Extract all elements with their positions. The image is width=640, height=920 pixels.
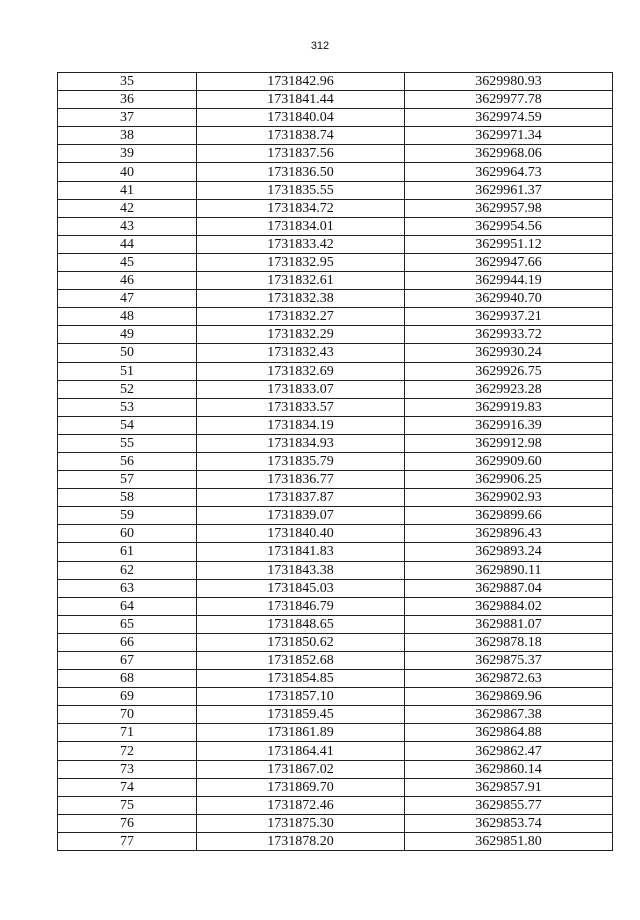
x-coordinate-cell: 1731833.57	[197, 398, 405, 416]
table-row	[58, 217, 613, 235]
table-row	[58, 670, 613, 688]
table-row	[58, 615, 613, 633]
table-row	[58, 91, 613, 109]
x-coordinate-cell: 1731832.29	[197, 326, 405, 344]
table-row	[58, 452, 613, 470]
y-coordinate-cell: 3629887.04	[405, 579, 613, 597]
y-coordinate-cell: 3629857.91	[405, 778, 613, 796]
point-number-cell: 48	[58, 308, 197, 326]
point-number-cell: 68	[58, 670, 197, 688]
point-number-cell: 54	[58, 416, 197, 434]
x-coordinate-cell: 1731864.41	[197, 742, 405, 760]
y-coordinate-cell: 3629896.43	[405, 525, 613, 543]
point-number-cell: 38	[58, 127, 197, 145]
point-number-cell: 63	[58, 579, 197, 597]
x-coordinate-cell: 1731872.46	[197, 796, 405, 814]
y-coordinate-cell: 3629977.78	[405, 91, 613, 109]
table-row	[58, 760, 613, 778]
y-coordinate-cell: 3629916.39	[405, 416, 613, 434]
point-number-cell: 60	[58, 525, 197, 543]
y-coordinate-cell: 3629971.34	[405, 127, 613, 145]
table-row	[58, 272, 613, 290]
x-coordinate-cell: 1731842.96	[197, 73, 405, 91]
x-coordinate-cell: 1731854.85	[197, 670, 405, 688]
table-row	[58, 416, 613, 434]
y-coordinate-cell: 3629853.74	[405, 814, 613, 832]
table-row	[58, 742, 613, 760]
point-number-cell: 62	[58, 561, 197, 579]
table-row	[58, 163, 613, 181]
x-coordinate-cell: 1731838.74	[197, 127, 405, 145]
point-number-cell: 59	[58, 507, 197, 525]
point-number-cell: 69	[58, 688, 197, 706]
table-row	[58, 73, 613, 91]
point-number-cell: 47	[58, 290, 197, 308]
y-coordinate-cell: 3629909.60	[405, 452, 613, 470]
point-number-cell: 43	[58, 217, 197, 235]
y-coordinate-cell: 3629878.18	[405, 633, 613, 651]
x-coordinate-cell: 1731841.44	[197, 91, 405, 109]
y-coordinate-cell: 3629872.63	[405, 670, 613, 688]
point-number-cell: 76	[58, 814, 197, 832]
table-row	[58, 471, 613, 489]
point-number-cell: 64	[58, 597, 197, 615]
point-number-cell: 46	[58, 272, 197, 290]
point-number-cell: 72	[58, 742, 197, 760]
y-coordinate-cell: 3629855.77	[405, 796, 613, 814]
y-coordinate-cell: 3629860.14	[405, 760, 613, 778]
table-row	[58, 814, 613, 832]
x-coordinate-cell: 1731859.45	[197, 706, 405, 724]
y-coordinate-cell: 3629890.11	[405, 561, 613, 579]
coordinates-table-body	[58, 73, 613, 851]
y-coordinate-cell: 3629862.47	[405, 742, 613, 760]
table-row	[58, 507, 613, 525]
table-row	[58, 398, 613, 416]
x-coordinate-cell: 1731843.38	[197, 561, 405, 579]
x-coordinate-cell: 1731841.83	[197, 543, 405, 561]
y-coordinate-cell: 3629974.59	[405, 109, 613, 127]
point-number-cell: 74	[58, 778, 197, 796]
table-row	[58, 308, 613, 326]
table-row	[58, 326, 613, 344]
y-coordinate-cell: 3629884.02	[405, 597, 613, 615]
x-coordinate-cell: 1731837.56	[197, 145, 405, 163]
y-coordinate-cell: 3629875.37	[405, 652, 613, 670]
point-number-cell: 57	[58, 471, 197, 489]
table-row	[58, 579, 613, 597]
point-number-cell: 35	[58, 73, 197, 91]
point-number-cell: 41	[58, 181, 197, 199]
table-row	[58, 181, 613, 199]
x-coordinate-cell: 1731832.69	[197, 362, 405, 380]
y-coordinate-cell: 3629881.07	[405, 615, 613, 633]
y-coordinate-cell: 3629902.93	[405, 489, 613, 507]
x-coordinate-cell: 1731837.87	[197, 489, 405, 507]
x-coordinate-cell: 1731832.27	[197, 308, 405, 326]
table-row	[58, 489, 613, 507]
y-coordinate-cell: 3629964.73	[405, 163, 613, 181]
point-number-cell: 36	[58, 91, 197, 109]
x-coordinate-cell: 1731836.77	[197, 471, 405, 489]
point-number-cell: 39	[58, 145, 197, 163]
x-coordinate-cell: 1731840.04	[197, 109, 405, 127]
table-row	[58, 290, 613, 308]
x-coordinate-cell: 1731840.40	[197, 525, 405, 543]
x-coordinate-cell: 1731832.43	[197, 344, 405, 362]
table-row	[58, 724, 613, 742]
y-coordinate-cell: 3629947.66	[405, 253, 613, 271]
y-coordinate-cell: 3629893.24	[405, 543, 613, 561]
y-coordinate-cell: 3629851.80	[405, 832, 613, 850]
x-coordinate-cell: 1731848.65	[197, 615, 405, 633]
point-number-cell: 66	[58, 633, 197, 651]
point-number-cell: 52	[58, 380, 197, 398]
y-coordinate-cell: 3629980.93	[405, 73, 613, 91]
x-coordinate-cell: 1731835.79	[197, 452, 405, 470]
table-row	[58, 109, 613, 127]
y-coordinate-cell: 3629937.21	[405, 308, 613, 326]
table-row	[58, 253, 613, 271]
y-coordinate-cell: 3629869.96	[405, 688, 613, 706]
table-row	[58, 344, 613, 362]
y-coordinate-cell: 3629968.06	[405, 145, 613, 163]
x-coordinate-cell: 1731857.10	[197, 688, 405, 706]
y-coordinate-cell: 3629923.28	[405, 380, 613, 398]
x-coordinate-cell: 1731836.50	[197, 163, 405, 181]
y-coordinate-cell: 3629926.75	[405, 362, 613, 380]
y-coordinate-cell: 3629951.12	[405, 235, 613, 253]
point-number-cell: 65	[58, 615, 197, 633]
point-number-cell: 42	[58, 199, 197, 217]
y-coordinate-cell: 3629867.38	[405, 706, 613, 724]
point-number-cell: 75	[58, 796, 197, 814]
table-row	[58, 434, 613, 452]
table-row	[58, 145, 613, 163]
point-number-cell: 71	[58, 724, 197, 742]
x-coordinate-cell: 1731869.70	[197, 778, 405, 796]
x-coordinate-cell: 1731845.03	[197, 579, 405, 597]
point-number-cell: 67	[58, 652, 197, 670]
point-number-cell: 55	[58, 434, 197, 452]
x-coordinate-cell: 1731834.72	[197, 199, 405, 217]
point-number-cell: 45	[58, 253, 197, 271]
y-coordinate-cell: 3629899.66	[405, 507, 613, 525]
x-coordinate-cell: 1731861.89	[197, 724, 405, 742]
y-coordinate-cell: 3629940.70	[405, 290, 613, 308]
point-number-cell: 58	[58, 489, 197, 507]
x-coordinate-cell: 1731832.38	[197, 290, 405, 308]
table-row	[58, 525, 613, 543]
x-coordinate-cell: 1731835.55	[197, 181, 405, 199]
y-coordinate-cell: 3629919.83	[405, 398, 613, 416]
table-row	[58, 778, 613, 796]
y-coordinate-cell: 3629954.56	[405, 217, 613, 235]
page-number: 312	[310, 40, 330, 52]
point-number-cell: 40	[58, 163, 197, 181]
point-number-cell: 53	[58, 398, 197, 416]
x-coordinate-cell: 1731832.95	[197, 253, 405, 271]
point-number-cell: 44	[58, 235, 197, 253]
table-row	[58, 362, 613, 380]
table-row	[58, 127, 613, 145]
table-row	[58, 235, 613, 253]
y-coordinate-cell: 3629957.98	[405, 199, 613, 217]
y-coordinate-cell: 3629930.24	[405, 344, 613, 362]
x-coordinate-cell: 1731867.02	[197, 760, 405, 778]
x-coordinate-cell: 1731834.01	[197, 217, 405, 235]
x-coordinate-cell: 1731833.07	[197, 380, 405, 398]
y-coordinate-cell: 3629912.98	[405, 434, 613, 452]
table-row	[58, 652, 613, 670]
x-coordinate-cell: 1731875.30	[197, 814, 405, 832]
point-number-cell: 70	[58, 706, 197, 724]
point-number-cell: 49	[58, 326, 197, 344]
x-coordinate-cell: 1731832.61	[197, 272, 405, 290]
table-row	[58, 561, 613, 579]
table-row	[58, 380, 613, 398]
table-row	[58, 688, 613, 706]
table-row	[58, 597, 613, 615]
point-number-cell: 73	[58, 760, 197, 778]
x-coordinate-cell: 1731846.79	[197, 597, 405, 615]
point-number-cell: 37	[58, 109, 197, 127]
x-coordinate-cell: 1731852.68	[197, 652, 405, 670]
x-coordinate-cell: 1731834.19	[197, 416, 405, 434]
y-coordinate-cell: 3629961.37	[405, 181, 613, 199]
point-number-cell: 77	[58, 832, 197, 850]
table-row	[58, 796, 613, 814]
table-row	[58, 633, 613, 651]
x-coordinate-cell: 1731834.93	[197, 434, 405, 452]
x-coordinate-cell: 1731833.42	[197, 235, 405, 253]
y-coordinate-cell: 3629944.19	[405, 272, 613, 290]
coordinates-table	[57, 72, 613, 851]
x-coordinate-cell: 1731850.62	[197, 633, 405, 651]
table-row	[58, 832, 613, 850]
y-coordinate-cell: 3629864.88	[405, 724, 613, 742]
table-row	[58, 543, 613, 561]
y-coordinate-cell: 3629906.25	[405, 471, 613, 489]
x-coordinate-cell: 1731839.07	[197, 507, 405, 525]
y-coordinate-cell: 3629933.72	[405, 326, 613, 344]
point-number-cell: 61	[58, 543, 197, 561]
table-row	[58, 706, 613, 724]
x-coordinate-cell: 1731878.20	[197, 832, 405, 850]
table-row	[58, 199, 613, 217]
point-number-cell: 51	[58, 362, 197, 380]
point-number-cell: 50	[58, 344, 197, 362]
point-number-cell: 56	[58, 452, 197, 470]
